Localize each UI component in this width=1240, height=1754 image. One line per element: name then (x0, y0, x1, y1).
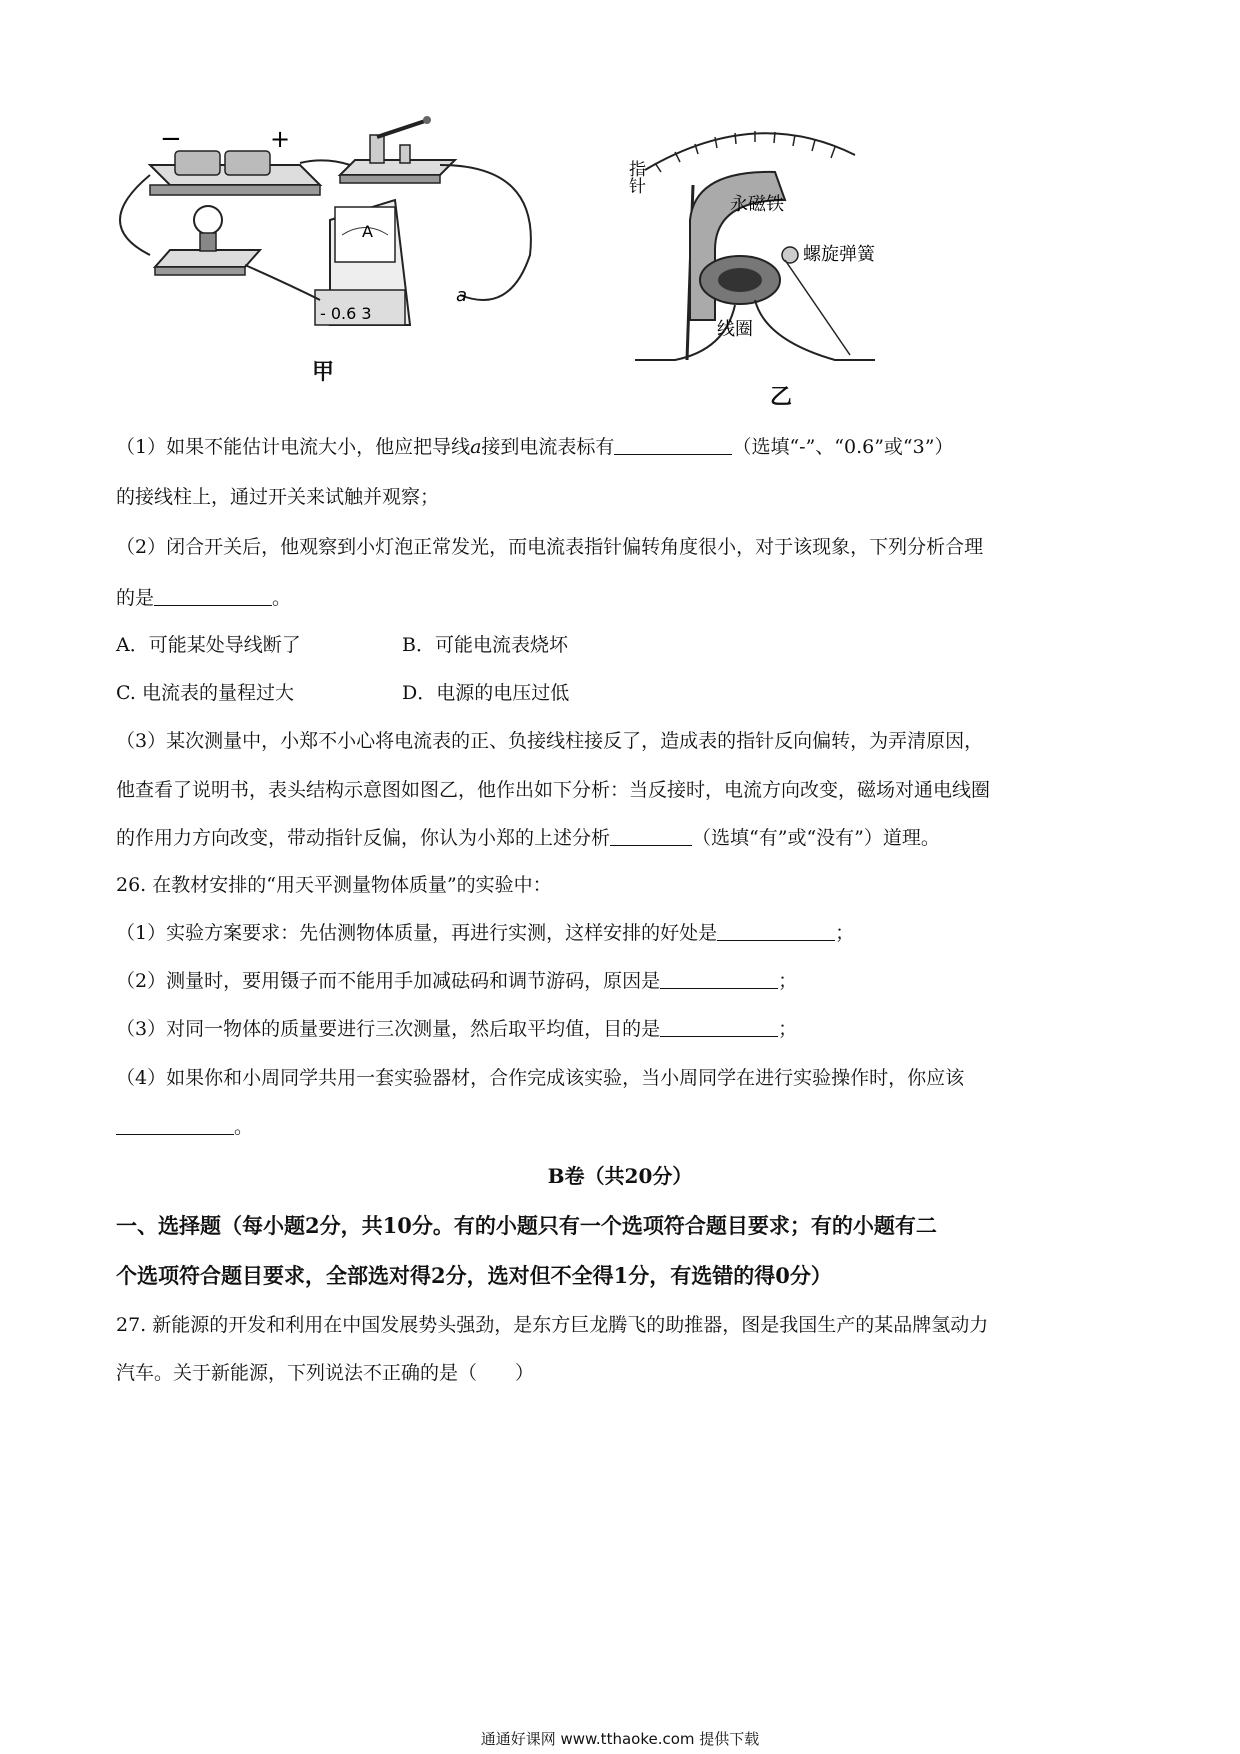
spiral-spring (782, 247, 798, 263)
circuit-figure (110, 115, 600, 385)
q27-line1: 27. 新能源的开发和利用在中国发展势头强劲，是东方巨龙腾飞的助推器，图是我国生产的某品牌氢动力 (116, 1314, 989, 1336)
figure-jia-caption: 甲 (312, 360, 335, 385)
q25-part3-line3: 的作用力方向改变，带动指针反偏，你认为小郑的上述分析 （选填“有”或“没有”）道理。 (116, 827, 940, 849)
q26-part4: （4）如果你和小周同学共用一套实验器材，合作完成该实验，当小周同学在进行实验操作时，你应该 (116, 1067, 965, 1089)
answer-blank[interactable] (717, 922, 835, 941)
q26-part4-answer: 。 (116, 1112, 253, 1139)
section-b-heading-line2: 个选项符合题目要求，全部选对得2分，选对但不全得1分，有选错的得0分） (116, 1263, 832, 1288)
battery-plus-label: + (270, 125, 291, 153)
meter-structure-figure (625, 110, 955, 410)
answer-blank[interactable] (610, 827, 692, 846)
light-bulb (155, 206, 260, 275)
q25-part2-line2: 的是 。 (116, 587, 292, 609)
answer-blank[interactable] (116, 1116, 234, 1135)
ammeter-terminals: - 0.6 3 (320, 304, 372, 323)
q26-stem: 26. 在教材安排的“用天平测量物体质量”的实验中： (116, 874, 552, 896)
pointer-label: 指针 (625, 160, 645, 194)
answer-blank[interactable] (154, 587, 272, 606)
ammeter (315, 200, 410, 325)
option-d: D．电源的电压过低 (402, 682, 570, 704)
answer-blank[interactable] (660, 970, 778, 989)
magnet-label: 永磁铁 (730, 194, 784, 215)
wire-a-label: a (456, 285, 468, 306)
q25-part1-line1: （1）如果不能估计电流大小，他应把导线a接到电流表标有 （选填“-”、“0.6”或“3”） (116, 436, 954, 458)
section-b-title: B卷（共20分） (547, 1164, 693, 1188)
option-c: C. 电流表的量程过大 (116, 682, 294, 704)
footer-credit: 通通好课网 www.tthaoke.com 提供下载 (480, 1730, 760, 1748)
section-b-heading-line1: 一、选择题（每小题2分，共10分。有的小题只有一个选项符合题目要求；有的小题有二 (116, 1213, 937, 1238)
option-a: A．可能某处导线断了 (116, 634, 301, 656)
answer-blank[interactable] (614, 436, 732, 455)
ammeter-symbol: A (362, 222, 373, 241)
q25-part3-line1: （3）某次测量中，小郑不小心将电流表的正、负接线柱接反了，造成表的指针反向偏转，为弄清原因， (116, 730, 984, 752)
battery-board (150, 124, 320, 195)
q27-line2: 汽车。关于新能源，下列说法不正确的是（ ） (116, 1362, 535, 1384)
q26-part2: （2）测量时，要用镊子而不能用手加减砝码和调节游码，原因是 ； (116, 970, 798, 992)
coil-label: 线圈 (717, 319, 753, 340)
q25-part3-line2: 他查看了说明书，表头结构示意图如图乙，他作出如下分析：当反接时，电流方向改变，磁场对通电线圈 (116, 779, 991, 801)
scale-arc (645, 133, 855, 170)
q26-part3: （3）对同一物体的质量要进行三次测量，然后取平均值，目的是 ； (116, 1018, 798, 1040)
spring-label: 螺旋弹簧 (803, 244, 875, 265)
q25-part2-line1: （2）闭合开关后，他观察到小灯泡正常发光，而电流表指针偏转角度很小，对于该现象，下列分析合理 (116, 536, 984, 558)
answer-blank[interactable] (660, 1018, 778, 1037)
battery-minus-label: − (160, 124, 182, 154)
q25-part1-line2: 的接线柱上，通过开关来试触并观察； (116, 486, 440, 508)
wire-variable: a (470, 436, 482, 458)
option-b: B．可能电流表烧坏 (402, 634, 568, 656)
switch (340, 116, 455, 183)
figure-yi-caption: 乙 (770, 385, 793, 410)
q26-part1: （1）实验方案要求：先估测物体质量，再进行实测，这样安排的好处是 ； (116, 922, 855, 944)
